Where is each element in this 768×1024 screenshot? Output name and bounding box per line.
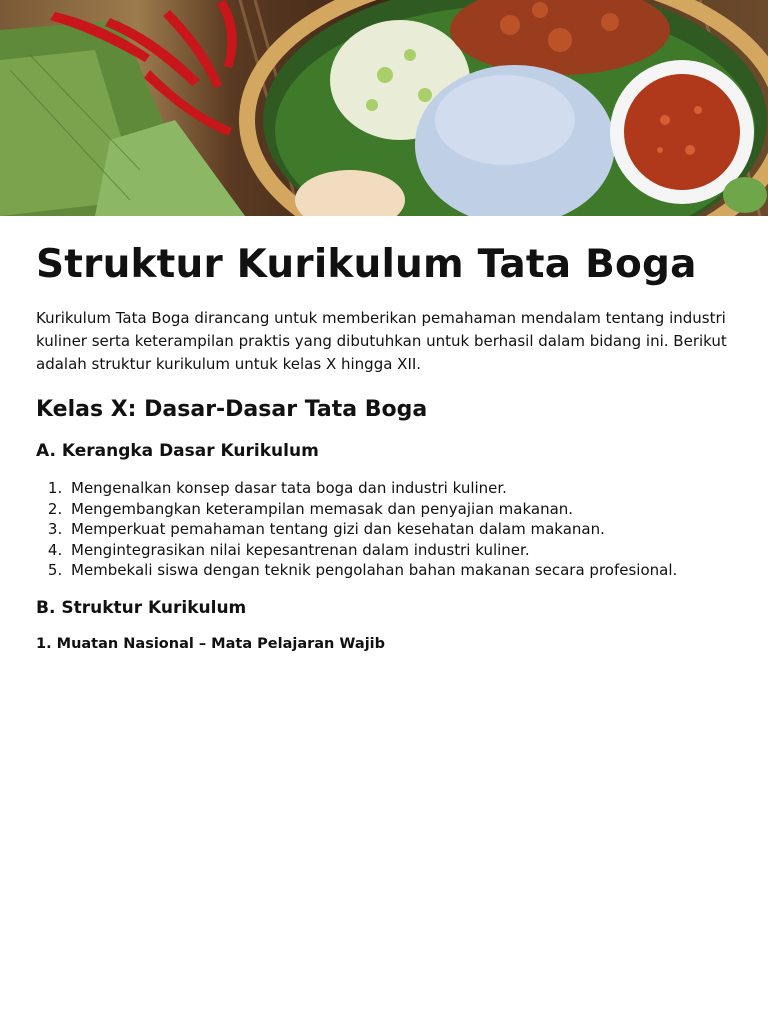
list-item: 5. Membekali siswa dengan teknik pengolahan bahan makanan secara profesional. [67,560,732,581]
hero-food-image [0,0,768,216]
subsection-a-heading: A. Kerangka Dasar Kurikulum [36,441,319,462]
framework-list [36,478,732,581]
subsection-b-subheading: 1. Muatan Nasional – Mata Pelajaran Wajib [36,636,386,653]
list-item: 2. Mengembangkan keterampilan memasak dan penyajian makanan. [67,499,732,520]
list-item: 1. Mengenalkan konsep dasar tata boga dan industri kuliner. [67,478,732,499]
main-content [0,242,768,654]
section-heading: Kelas X: Dasar-Dasar Tata Boga [36,396,428,422]
list-item: 4. Mengintegrasikan nilai kepesantrenan dalam industri kuliner. [67,540,732,561]
food-photo-illustration [0,0,768,216]
intro-paragraph: Kurikulum Tata Boga dirancang untuk memberikan pemahaman mendalam tentang industri kuliner serta keterampilan praktis yang dibutuhkan untuk berhasil dalam bidang ini. Berikut adalah struktur kurikulum untuk kelas X hingga XII. [36,308,727,373]
list-item: 3. Memperkuat pemahaman tentang gizi dan kesehatan dalam makanan. [67,519,732,540]
page-title: Struktur Kurikulum Tata Boga [36,242,697,287]
subsection-b-heading: B. Struktur Kurikulum [36,597,247,618]
